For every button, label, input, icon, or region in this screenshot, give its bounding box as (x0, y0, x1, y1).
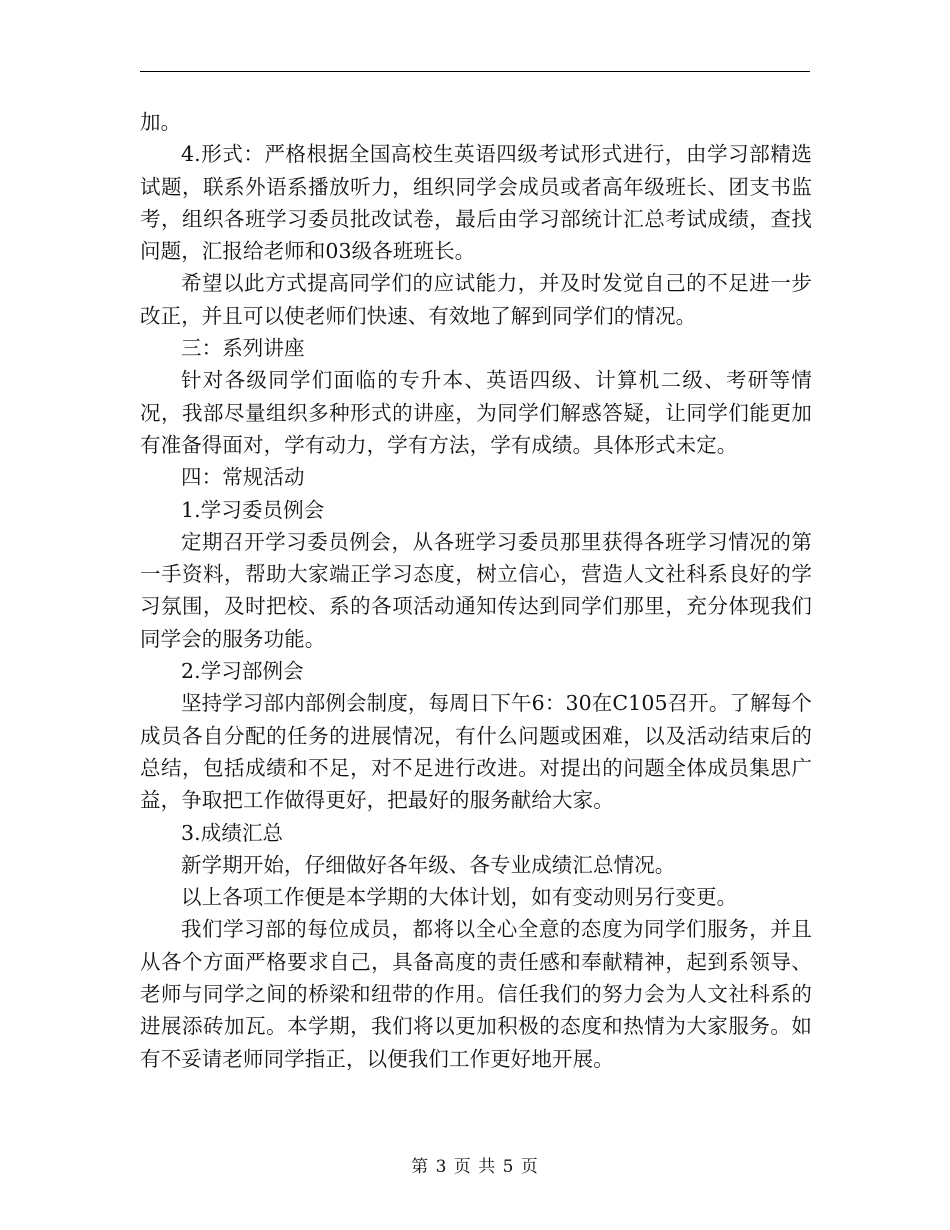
section-heading-lectures: 三：系列讲座 (181, 336, 305, 361)
paragraph-plan-note: 以上各项工作便是本学期的大体计划，如有变动则另行变更。 (181, 885, 738, 910)
paragraph-purpose: 希望以此方式提高同学们的应试能力，并及时发觉自己的不足进一步改正，并且可以使老师们快速、有效地了解到同学们的情况。 (140, 271, 812, 328)
paragraph-committee-meeting: 定期召开学习委员例会，从各班学习委员那里获得各班学习情况的第一手资料，帮助大家端正学习态度，树立信心，营造人文社科系良好的学习氛围，及时把校、系的各项活动通知传达到同学们那里，充分体现我们同学会的服务功能。 (140, 529, 812, 651)
subheading-department-meeting: 2.学习部例会 (181, 659, 304, 684)
paragraph-format-item: 4.形式：严格根据全国高校生英语四级考试形式进行，由学习部精选试题，联系外语系播放听力，组织同学会成员或者高年级班长、团支书监考，组织各班学习委员批改试卷，最后由学习部统计汇总考试成绩，查找问题，汇报给老师和03级各班班长。 (140, 142, 812, 264)
section-heading-routine: 四：常规活动 (181, 465, 305, 490)
paragraph-grade-summary: 新学期开始，仔细做好各年级、各专业成绩汇总情况。 (181, 852, 676, 877)
paragraph-lectures: 针对各级同学们面临的专升本、英语四级、计算机二级、考研等情况，我部尽量组织多种形式的讲座，为同学们解惑答疑，让同学们能更加有准备得面对，学有动力，学有方法，学有成绩。具体形式未定。 (140, 368, 812, 457)
document-body (140, 106, 812, 1075)
header-rule (140, 71, 810, 72)
paragraph-closing: 我们学习部的每位成员，都将以全心全意的态度为同学们服务，并且从各个方面严格要求自己，具备高度的责任感和奉献精神，起到系领导、老师与同学之间的桥梁和纽带的作用。信任我们的努力会为人文社科系的进展添砖加瓦。本学期，我们将以更加积极的态度和热情为大家服务。如有不妥请老师同学指正，以便我们工作更好地开展。 (140, 917, 812, 1071)
paragraph-department-meeting: 坚持学习部内部例会制度，每周日下午6：30在C105召开。了解每个成员各自分配的任务的进展情况，有什么问题或困难，以及活动结束后的总结，包括成绩和不足，对不足进行改进。对提出的问题全体成员集思广益，争取把工作做得更好，把最好的服务献给大家。 (140, 691, 812, 813)
page-number: 第 3 页 共 5 页 (411, 1157, 539, 1177)
subheading-committee-meeting: 1.学习委员例会 (181, 497, 325, 522)
subheading-grade-summary: 3.成绩汇总 (181, 820, 284, 845)
paragraph-continuation: 加。 (140, 110, 182, 134)
